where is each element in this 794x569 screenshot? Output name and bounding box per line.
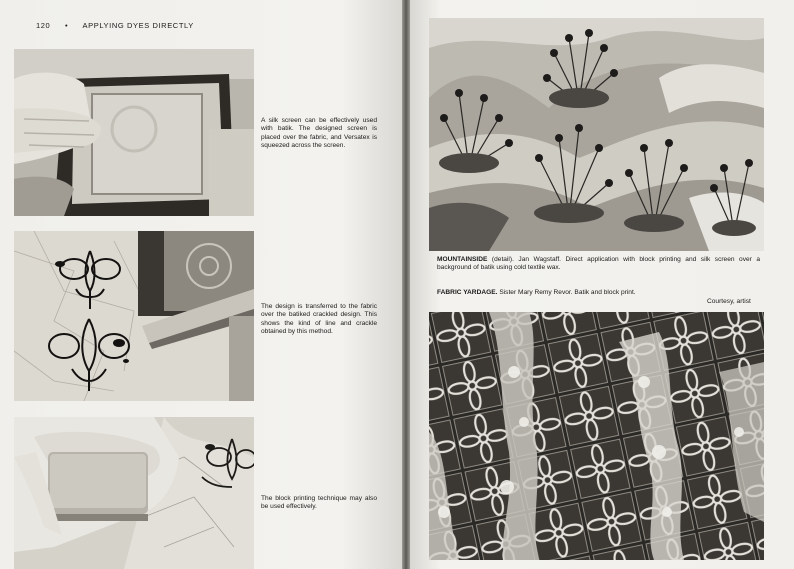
caption-mountainside [437, 256, 760, 273]
photo-silk-screen [14, 49, 254, 216]
mountainside-title: MOUNTAINSIDE [437, 256, 488, 263]
photo-block-printing [14, 417, 254, 569]
right-page [410, 0, 794, 569]
credit-line: Courtesy, artist [707, 298, 751, 305]
running-head [36, 21, 194, 30]
mountainside-text: Jan Wagstaff. Direct application with block printing and silk screen over a background of batik using cold textile wax. [437, 256, 760, 272]
running-title: APPLYING DYES DIRECTLY [82, 21, 194, 30]
photo-fabric-yardage [429, 312, 764, 560]
mountainside-detail: (detail). [491, 256, 514, 263]
fabric-text: Sister Mary Remy Revor. Batik and block print. [499, 289, 636, 296]
caption-transferred-design: The design is transferred to the fabric over the batiked crackled design. This shows the kind of line and crackle obtained by this method. [261, 303, 377, 336]
book-gutter [402, 0, 410, 569]
separator: • [65, 21, 69, 30]
photo-transferred-design [14, 231, 254, 401]
page-number: 120 [36, 21, 51, 30]
caption-block-printing: The block printing technique may also be used effectively. [261, 495, 377, 511]
fabric-title: FABRIC YARDAGE. [437, 289, 498, 296]
photo-mountainside [429, 18, 764, 251]
caption-silk-screen: A silk screen can be effectively used with batik. The designed screen is placed over the fabric, and Versatex is squeezed across the screen. [261, 117, 377, 150]
caption-fabric-yardage [437, 289, 760, 297]
